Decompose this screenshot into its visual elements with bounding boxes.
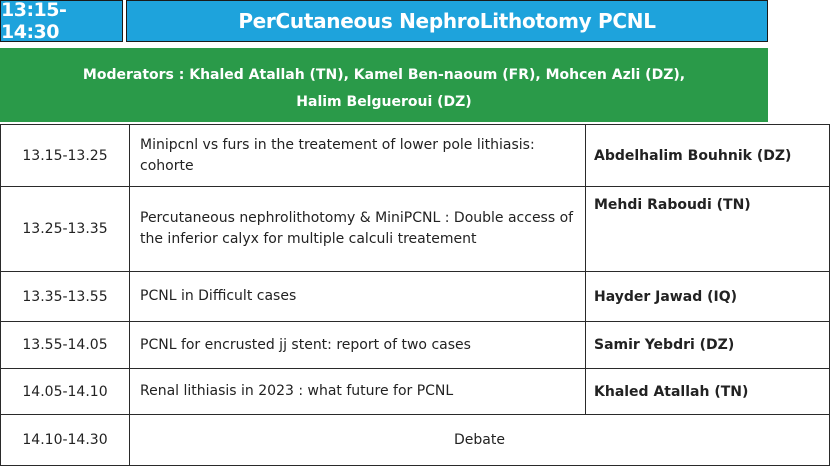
row-time: 13.15-13.25 — [1, 125, 130, 187]
moderators-line-2: Halim Belgueroui (DZ) — [296, 94, 472, 110]
row-speaker: Samir Yebdri (DZ) — [586, 322, 830, 369]
row-time: 13.55-14.05 — [1, 322, 130, 369]
row-time: 13.35-13.55 — [1, 272, 130, 322]
row-title: Minipcnl vs furs in the treatement of lower pole lithiasis: cohorte — [130, 125, 586, 187]
session-header — [0, 0, 768, 45]
session-time: 13:15-14:30 — [0, 0, 123, 42]
row-title: Percutaneous nephrolithotomy & MiniPCNL : Double access of the inferior calyx for multiple calculi treatement — [130, 187, 586, 272]
table-row — [1, 125, 830, 187]
table-row — [1, 272, 830, 322]
row-speaker: Khaled Atallah (TN) — [586, 369, 830, 415]
moderators-line-1: Moderators : Khaled Atallah (TN), Kamel Ben-naoum (FR), Mohcen Azli (DZ), — [82, 67, 686, 83]
moderators-banner — [0, 48, 768, 122]
debate-time: 14.10-14.30 — [1, 415, 130, 466]
session-title: PerCutaneous NephroLithotomy PCNL — [126, 0, 768, 42]
row-time: 14.05-14.10 — [1, 369, 130, 415]
row-speaker: Abdelhalim Bouhnik (DZ) — [586, 125, 830, 187]
program-table — [0, 124, 830, 466]
table-row — [1, 187, 830, 272]
row-title: PCNL in Difficult cases — [130, 272, 586, 322]
row-time: 13.25-13.35 — [1, 187, 130, 272]
debate-label: Debate — [130, 415, 830, 466]
table-row — [1, 322, 830, 369]
table-row — [1, 415, 830, 466]
row-speaker: Hayder Jawad (IQ) — [586, 272, 830, 322]
table-row — [1, 369, 830, 415]
row-title: PCNL for encrusted jj stent: report of two cases — [130, 322, 586, 369]
row-speaker: Mehdi Raboudi (TN) — [586, 187, 830, 272]
row-title: Renal lithiasis in 2023 : what future for PCNL — [130, 369, 586, 415]
